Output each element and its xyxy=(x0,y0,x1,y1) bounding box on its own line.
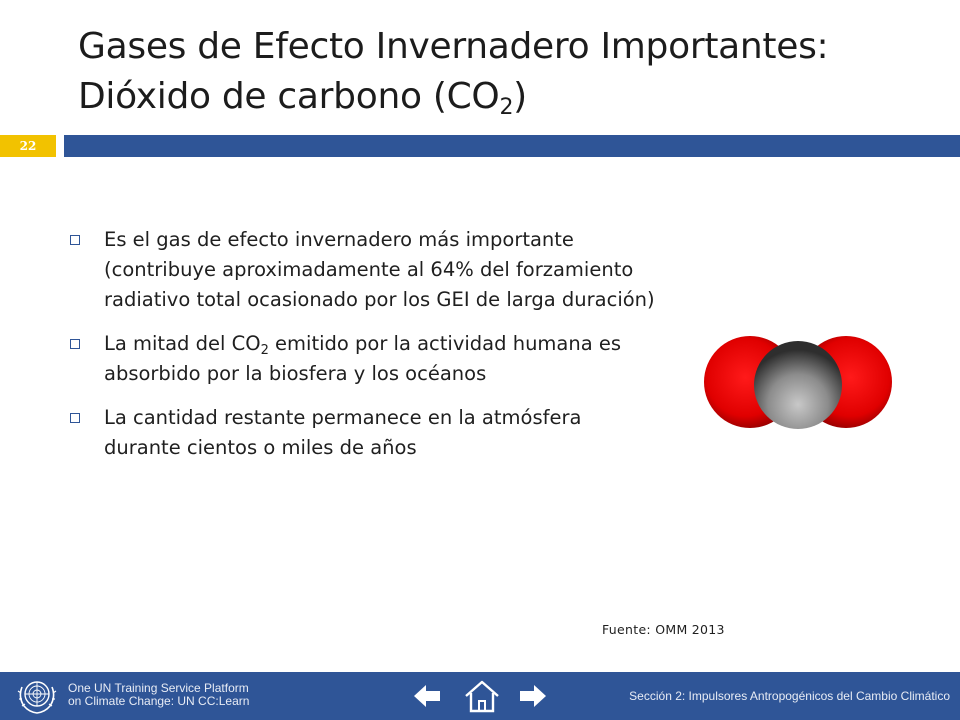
bullet-text: Es el gas de efecto invernadero más importante (contribuye aproximadamente al 64% del forzamiento radiativo total ocasionado por los GEI de larga duración) xyxy=(104,228,655,311)
slide-title xyxy=(78,22,938,122)
section-label: Sección 2: Impulsores Antropogénicos del Cambio Climático xyxy=(629,689,950,703)
arrow-left-icon[interactable] xyxy=(412,678,442,714)
bullet-text: La mitad del $CO_2$ emitido por la actividad humana es absorbido por la biosfera y los océanos xyxy=(104,332,622,385)
square-bullet-icon xyxy=(70,413,80,423)
title-line-1: Gases de Efecto Invernadero Importantes: xyxy=(78,26,829,67)
arrow-right-icon[interactable] xyxy=(518,678,548,714)
title-bar xyxy=(64,135,960,157)
bullet-item xyxy=(70,329,660,389)
slide-number: 22 xyxy=(0,135,56,157)
bullet-text: La cantidad restante permanece en la atmósfera durante cientos o miles de años xyxy=(104,406,582,459)
bullet-item xyxy=(70,225,660,315)
square-bullet-icon xyxy=(70,235,80,245)
co2-molecule-image xyxy=(700,330,896,440)
title-line-2: Dióxido de carbono $(CO_2)$ xyxy=(78,76,527,120)
square-bullet-icon xyxy=(70,339,80,349)
un-emblem-icon xyxy=(16,677,58,715)
home-icon[interactable] xyxy=(462,678,502,714)
platform-line-2: on Climate Change: UN CC:Learn xyxy=(68,694,250,708)
carbon-atom xyxy=(754,341,842,429)
platform-name xyxy=(68,682,249,708)
bullet-item xyxy=(70,403,660,463)
source-citation: Fuente: OMM 2013 xyxy=(602,622,725,637)
bullet-list xyxy=(70,225,660,477)
platform-line-1: One UN Training Service Platform xyxy=(68,681,249,695)
